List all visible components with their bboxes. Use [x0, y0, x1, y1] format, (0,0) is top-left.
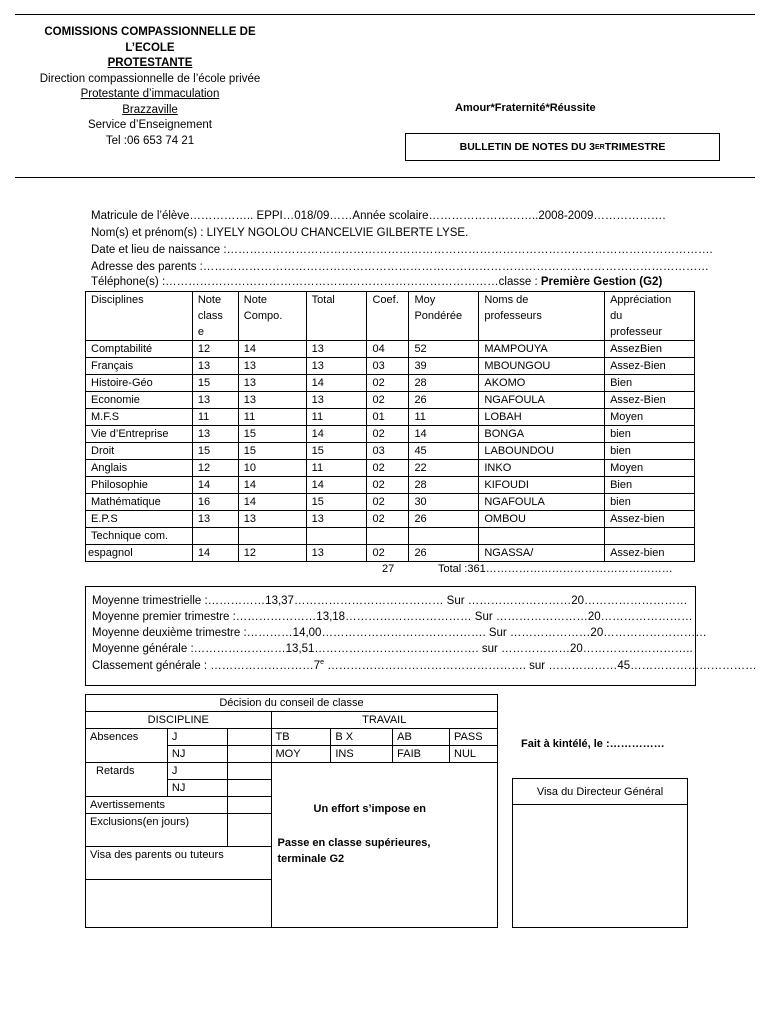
- table-cell: 13: [306, 358, 367, 375]
- travail-b: B X: [331, 729, 393, 746]
- table-cell: MAMPOUYA: [479, 341, 605, 358]
- table-cell: bien: [605, 494, 695, 511]
- table-cell: 02: [367, 392, 409, 409]
- averages-box: [85, 586, 757, 686]
- header-line: professeur: [610, 326, 663, 338]
- table-cell: 14: [192, 477, 238, 494]
- table-cell: 11: [409, 409, 479, 426]
- table-cell: 13: [192, 511, 238, 528]
- table-cell: 11: [238, 409, 306, 426]
- table-cell: 14: [192, 545, 238, 562]
- table-cell: 14: [306, 477, 367, 494]
- table-cell: KIFOUDI: [479, 477, 605, 494]
- avg-premier: Moyenne premier trimestre :…………………13,18…………………………… Sur ……………………20……………………: [92, 611, 693, 623]
- table-cell: AKOMO: [479, 375, 605, 392]
- table-cell: 02: [367, 477, 409, 494]
- table-cell: 26: [409, 545, 479, 562]
- org-line-8: Tel :06 653 74 21: [105, 134, 195, 147]
- bulletin-title-end: TRIMESTRE: [604, 141, 666, 153]
- table-cell: MBOUNGOU: [479, 358, 605, 375]
- header-line: Note: [243, 294, 268, 306]
- visa-director-box: [512, 778, 688, 928]
- bulletin-title-main: BULLETIN DE NOTES DU 3: [459, 141, 595, 153]
- table-row: [86, 528, 695, 545]
- table-cell: AssezBien: [605, 341, 695, 358]
- table-cell: 39: [409, 358, 479, 375]
- visa-director-title: Visa du Directeur Général: [513, 779, 687, 805]
- table-cell: 14: [306, 375, 367, 392]
- header-line: Coef.: [372, 294, 399, 306]
- classement-start: Classement générale : ………………………7: [92, 659, 321, 672]
- table-cell: 28: [409, 375, 479, 392]
- student-birth: Date et lieu de naissance :……………………………………………………………………………………………………………….: [91, 244, 713, 256]
- visa-parents-label: Visa des parents ou tuteurs: [86, 847, 272, 880]
- org-line-5: Protestante d’immaculation: [80, 88, 220, 100]
- travail-ins: INS: [331, 746, 393, 763]
- header-line: Total: [311, 294, 335, 306]
- absences-j: J: [167, 729, 227, 746]
- student-phone: Téléphone(s) :……………………………………………………………………………classe :: [91, 276, 541, 288]
- absences-label: Absences: [86, 729, 168, 763]
- header-top-rule: [15, 14, 755, 15]
- table-cell: [192, 528, 238, 545]
- grand-total: Total :361……………………………………………: [438, 563, 673, 575]
- header-line: Disciplines: [91, 294, 144, 306]
- absences-nj-value: [227, 746, 271, 763]
- table-cell: 16: [192, 494, 238, 511]
- table-cell: 13: [192, 426, 238, 443]
- table-cell: Assez-Bien: [605, 392, 695, 409]
- table-cell: LABOUNDOU: [479, 443, 605, 460]
- header-line: Pondérée: [414, 310, 463, 322]
- table-row: [86, 443, 695, 460]
- bulletin-title: [405, 133, 720, 161]
- table-cell: Droit: [86, 443, 193, 460]
- table-cell: Anglais: [86, 460, 193, 477]
- table-cell: 03: [367, 358, 409, 375]
- retards-nj-value: [227, 780, 271, 797]
- table-cell: 02: [367, 375, 409, 392]
- comment-line-1: Un effort s’impose en: [313, 803, 426, 815]
- table-row: [86, 494, 695, 511]
- table-cell: 02: [367, 460, 409, 477]
- avertissements-value: [227, 797, 271, 814]
- grades-header-cell: [306, 292, 367, 341]
- table-cell: 13: [306, 392, 367, 409]
- comment-line-2: Passe en classe supérieures,: [277, 837, 431, 849]
- table-cell: [479, 528, 605, 545]
- table-cell: BONGA: [479, 426, 605, 443]
- table-row: [86, 375, 695, 392]
- table-cell: Technique com.: [86, 528, 193, 545]
- school-header: [20, 25, 280, 149]
- travail-nul: NUL: [450, 746, 498, 763]
- table-cell: 13: [238, 392, 306, 409]
- table-cell: [409, 528, 479, 545]
- table-cell: NGAFOULA: [479, 494, 605, 511]
- table-cell: Philosophie: [86, 477, 193, 494]
- grades-header-cell: [367, 292, 409, 341]
- table-cell: NGAFOULA: [479, 392, 605, 409]
- student-name: Nom(s) et prénom(s) : LIYELY NGOLOU CHANCELVIE GILBERTE LYSE.: [91, 227, 469, 239]
- table-row: [86, 409, 695, 426]
- table-row: [86, 511, 695, 528]
- fait-a: Fait à kintélé, le :……………: [521, 738, 665, 750]
- header-line: class: [197, 310, 223, 322]
- table-cell: 15: [238, 426, 306, 443]
- table-cell: 02: [367, 426, 409, 443]
- table-cell: NGASSA/: [479, 545, 605, 562]
- table-cell: 45: [409, 443, 479, 460]
- org-line-4: Direction compassionnelle de l’école privée: [39, 72, 261, 85]
- table-cell: [605, 528, 695, 545]
- table-cell: Mathématique: [86, 494, 193, 511]
- grades-header-cell: [238, 292, 306, 341]
- travail-moy: MOY: [271, 746, 331, 763]
- exclusions-value: [227, 814, 271, 847]
- table-cell: 13: [238, 375, 306, 392]
- table-cell: [238, 528, 306, 545]
- travail-tb: TB: [271, 729, 331, 746]
- table-row: [86, 477, 695, 494]
- table-row: [86, 358, 695, 375]
- decision-table: [85, 694, 498, 928]
- table-cell: 12: [192, 341, 238, 358]
- grades-header-cell: [409, 292, 479, 341]
- table-cell: 13: [306, 511, 367, 528]
- bulletin-title-sup: ER: [594, 143, 605, 151]
- grades-header-cell: [192, 292, 238, 341]
- table-cell: Moyen: [605, 409, 695, 426]
- grades-header-cell: [479, 292, 605, 341]
- table-cell: 14: [238, 341, 306, 358]
- grades-header-row: [86, 292, 695, 341]
- classement-end: ……………………………………………. sur ………………45……………………………: [324, 659, 757, 672]
- table-cell: Moyen: [605, 460, 695, 477]
- visa-parents-space: [86, 880, 272, 928]
- grades-header-cell: [86, 292, 193, 341]
- avg-generale: Moyenne générale :……………………13,51……………………………………. sur ………………20………………………..: [92, 643, 693, 655]
- motto: Amour*Fraternité*Réussite: [455, 102, 596, 114]
- table-cell: 13: [306, 341, 367, 358]
- org-line-6: Brazzaville: [122, 103, 178, 116]
- table-cell: 12: [238, 545, 306, 562]
- comment-line-3: terminale G2: [277, 853, 345, 865]
- table-cell: OMBOU: [479, 511, 605, 528]
- header-line: Moy: [414, 294, 436, 306]
- exclusions-label: Exclusions(en jours): [86, 814, 228, 847]
- table-cell: 04: [367, 341, 409, 358]
- table-cell: 02: [367, 494, 409, 511]
- avg-deuxieme: Moyenne deuxième trimestre :…………14,00……………………………………. Sur …………………20………………………: [92, 627, 707, 639]
- discipline-header: DISCIPLINE: [86, 712, 272, 729]
- table-cell: bien: [605, 443, 695, 460]
- table-cell: 30: [409, 494, 479, 511]
- table-cell: 14: [238, 494, 306, 511]
- table-cell: [306, 528, 367, 545]
- table-cell: Assez-bien: [605, 545, 695, 562]
- table-cell: 26: [409, 392, 479, 409]
- table-row: [86, 545, 695, 562]
- avertissements-label: Avertissements: [86, 797, 228, 814]
- travail-ab: AB: [393, 729, 450, 746]
- retards-nj: NJ: [167, 780, 227, 797]
- table-cell: 15: [306, 443, 367, 460]
- table-cell: Bien: [605, 477, 695, 494]
- grades-table: [85, 291, 695, 562]
- travail-faib: FAIB: [393, 746, 450, 763]
- table-cell: 01: [367, 409, 409, 426]
- table-row: [86, 426, 695, 443]
- table-cell: [367, 528, 409, 545]
- table-cell: 28: [409, 477, 479, 494]
- table-cell: 10: [238, 460, 306, 477]
- header-line: e: [197, 326, 204, 338]
- table-row: [86, 392, 695, 409]
- table-cell: Assez-bien: [605, 511, 695, 528]
- decision-title: Décision du conseil de classe: [86, 695, 498, 712]
- org-line-2: L’ECOLE: [125, 41, 175, 54]
- table-cell: 11: [306, 409, 367, 426]
- avg-trimestre: Moyenne trimestrielle :……………13,37………………………………… Sur ………………………20………………………: [92, 595, 688, 607]
- table-cell: Comptabilité: [86, 341, 193, 358]
- absences-j-value: [227, 729, 271, 746]
- table-cell: E.P.S: [86, 511, 193, 528]
- table-cell: 13: [238, 511, 306, 528]
- grades-header-cell: [605, 292, 695, 341]
- header-line: Compo.: [243, 310, 283, 322]
- table-cell: 15: [306, 494, 367, 511]
- table-cell: 02: [367, 545, 409, 562]
- travail-header: TRAVAIL: [271, 712, 498, 729]
- student-matricule: Matricule de l’élève…………….. EPPI…018/09……Année scolaire………………………..2008-2009……………….: [91, 210, 666, 222]
- header-bottom-rule: [15, 177, 755, 178]
- header-line: Appréciation: [610, 294, 672, 306]
- org-line-1: COMISSIONS COMPASSIONNELLE DE: [44, 26, 256, 38]
- table-cell: 11: [192, 409, 238, 426]
- table-cell: 12: [192, 460, 238, 477]
- student-class: Première Gestion (G2): [540, 276, 663, 288]
- org-line-7: Service d’Enseignement: [87, 119, 212, 131]
- table-cell: 02: [367, 511, 409, 528]
- table-cell: 13: [192, 392, 238, 409]
- header-line: Note: [197, 294, 222, 306]
- classement-sup: e: [320, 659, 325, 666]
- retards-j: J: [167, 763, 227, 780]
- student-address: Adresse des parents :……………………………………………………………………………………………………………………: [91, 261, 709, 273]
- table-cell: Economie: [86, 392, 193, 409]
- table-cell: Français: [86, 358, 193, 375]
- header-line: professeurs: [484, 310, 542, 322]
- table-cell: Assez-Bien: [605, 358, 695, 375]
- table-cell: 26: [409, 511, 479, 528]
- table-cell: 15: [238, 443, 306, 460]
- table-cell: Bien: [605, 375, 695, 392]
- travail-pass: PASS: [450, 729, 498, 746]
- header-line: du: [610, 310, 623, 322]
- table-cell: M.F.S: [86, 409, 193, 426]
- table-cell: 52: [409, 341, 479, 358]
- table-cell: 14: [238, 477, 306, 494]
- table-cell: LOBAH: [479, 409, 605, 426]
- table-cell: 15: [192, 443, 238, 460]
- table-cell: Vie d’Entreprise: [86, 426, 193, 443]
- classement: [92, 659, 757, 672]
- table-row: [86, 341, 695, 358]
- student-phone-class: [91, 276, 662, 288]
- table-cell: espagnol: [86, 545, 193, 562]
- retards-j-value: [227, 763, 271, 780]
- table-cell: 14: [306, 426, 367, 443]
- table-cell: 13: [192, 358, 238, 375]
- table-cell: 14: [409, 426, 479, 443]
- table-cell: 03: [367, 443, 409, 460]
- table-cell: 13: [238, 358, 306, 375]
- table-cell: 22: [409, 460, 479, 477]
- table-row: [86, 460, 695, 477]
- table-cell: 11: [306, 460, 367, 477]
- org-line-3: PROTESTANTE: [107, 57, 193, 69]
- table-cell: 15: [192, 375, 238, 392]
- header-line: Noms de: [484, 294, 529, 306]
- table-cell: INKO: [479, 460, 605, 477]
- retards-label: Retards: [86, 763, 168, 797]
- coef-total: 27: [382, 563, 395, 575]
- table-cell: bien: [605, 426, 695, 443]
- decision-comment: [271, 763, 498, 928]
- absences-nj: NJ: [167, 746, 227, 763]
- table-cell: Histoire-Géo: [86, 375, 193, 392]
- table-cell: 13: [306, 545, 367, 562]
